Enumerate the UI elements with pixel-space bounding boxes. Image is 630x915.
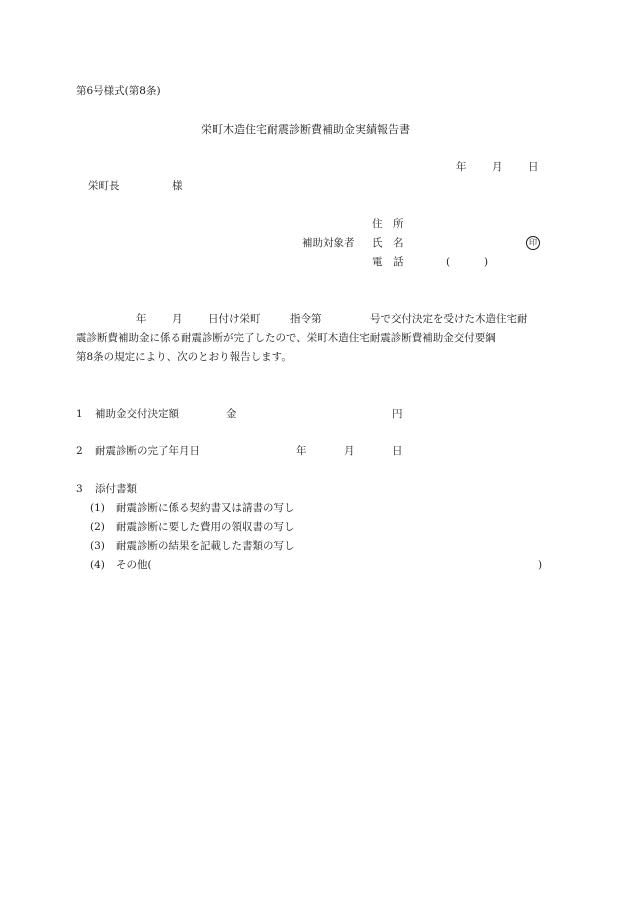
attachment-text: その他(: [116, 559, 152, 571]
body-directive: 指令第: [290, 313, 322, 325]
attachment-text: 耐震診断の結果を記載した書類の写し: [116, 540, 295, 552]
attachment-number: (2): [90, 521, 105, 533]
item3-number: 3: [76, 483, 83, 495]
document-title: 栄町木造住宅耐震診断費補助金実績報告書: [201, 123, 410, 136]
attachment-text: 耐震診断に要した費用の領収書の写し: [116, 521, 295, 533]
applicant-role-label: 補助対象者: [302, 237, 355, 249]
item2-label: 耐震診断の完了年月日: [95, 445, 200, 457]
addressee-name: 栄町長: [88, 180, 120, 192]
name-label: 氏 名: [372, 237, 404, 249]
item2-month: 月: [344, 445, 355, 457]
item1-prefix: 金: [226, 408, 237, 420]
attachment-text: 耐震診断に係る契約書又は請書の写し: [116, 502, 295, 514]
body-month: 月: [172, 313, 183, 325]
attachment-close-paren: ): [538, 559, 543, 571]
body-line1-rest: 号で交付決定を受けた木造住宅耐: [370, 313, 528, 325]
phone-close-paren: ): [484, 256, 489, 268]
form-label: 第6号様式(第8条): [76, 85, 161, 97]
item3-label: 添付書類: [95, 483, 137, 495]
attachment-number: (4): [90, 559, 105, 571]
item1-label: 補助金交付決定額: [95, 408, 179, 420]
address-label: 住 所: [372, 218, 404, 230]
phone-open-paren: (: [446, 256, 451, 268]
body-date-issuer: 日付け栄町: [208, 313, 261, 325]
item2-year: 年: [296, 445, 307, 457]
body-year: 年: [136, 313, 147, 325]
phone-label: 電 話: [372, 256, 404, 268]
date-year-label: 年: [456, 161, 467, 173]
attachment-number: (1): [90, 502, 105, 514]
item2-number: 2: [76, 445, 83, 457]
addressee-honorific: 様: [172, 180, 183, 192]
date-month-label: 月: [492, 161, 503, 173]
body-line3: 第8条の規定により、次のとおり報告します。: [76, 351, 292, 363]
attachment-number: (3): [90, 540, 105, 552]
body-line2: 震診断費補助金に係る耐震診断が完了したので、栄町木造住宅耐震診断費補助金交付要綱: [76, 332, 496, 344]
seal-icon: 印: [526, 236, 540, 250]
item1-number: 1: [76, 408, 83, 420]
date-day-label: 日: [528, 161, 539, 173]
item2-day: 日: [392, 445, 403, 457]
item1-unit: 円: [392, 408, 403, 420]
